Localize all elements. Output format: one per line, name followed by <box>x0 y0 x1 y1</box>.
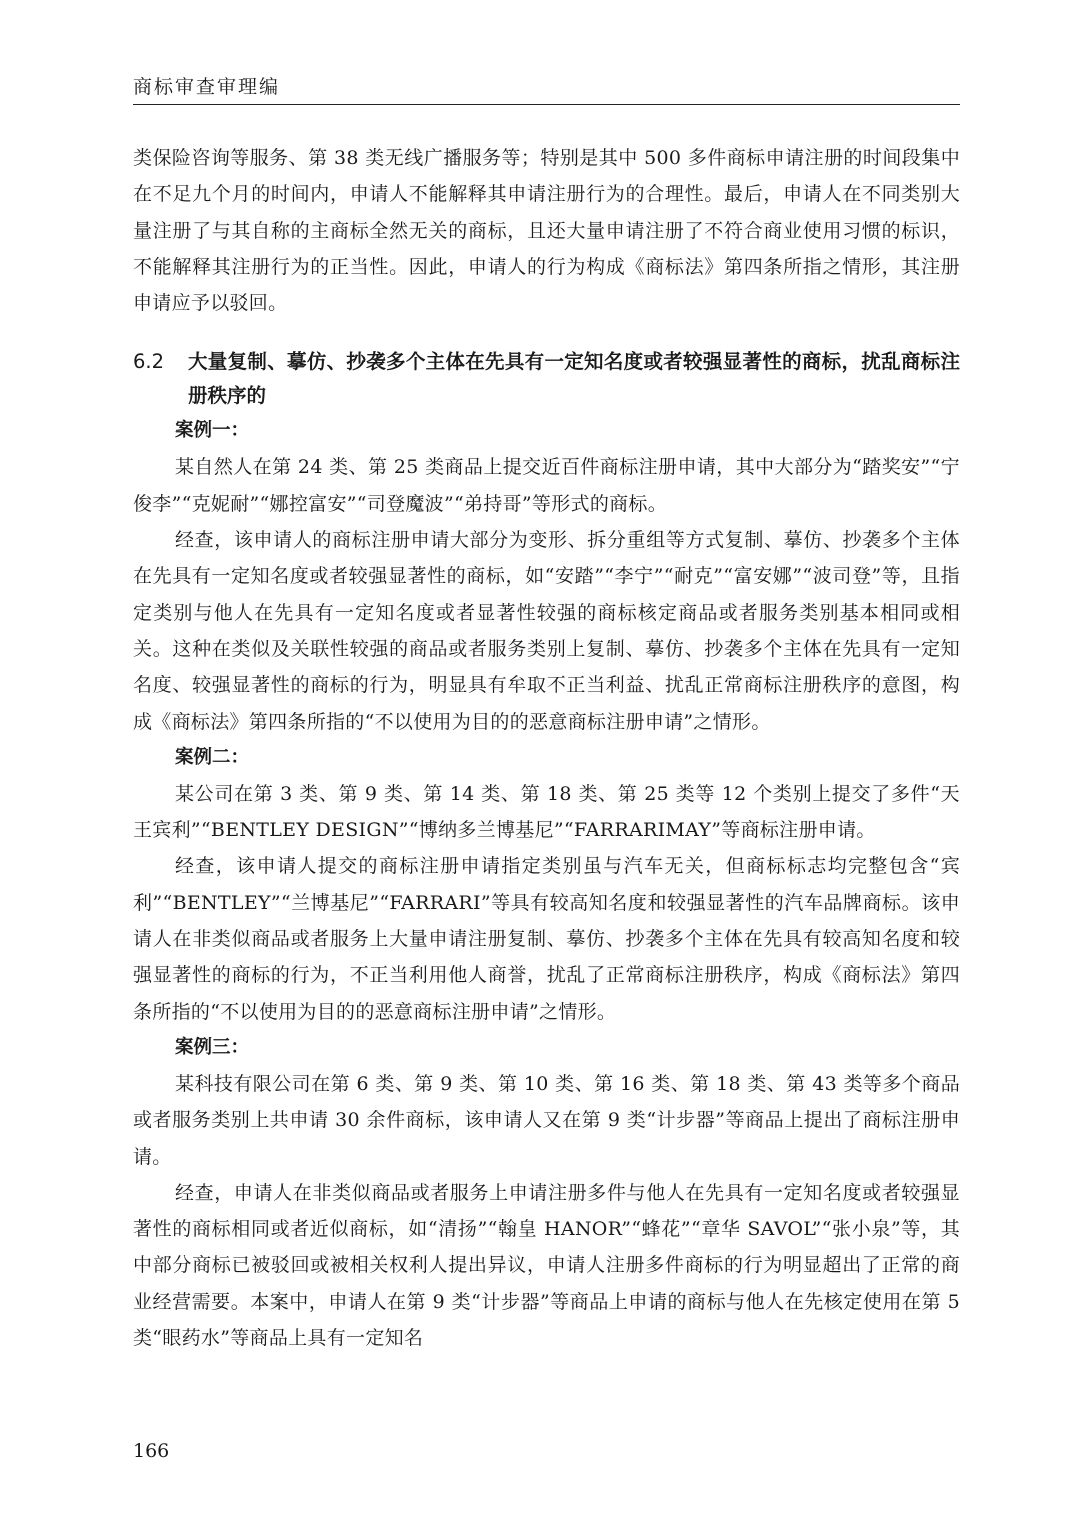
header-rule <box>133 104 960 105</box>
section-title: 大量复制、摹仿、抄袭多个主体在先具有一定知名度或者较强显著性的商标，扰乱商标注册秩序的 <box>188 350 960 408</box>
page-number: 166 <box>133 1440 170 1462</box>
case-3-analysis: 经查，申请人在非类似商品或者服务上申请注册多件与他人在先具有一定知名度或者较强显著性的商标相同或者近似商标，如“清扬”“翰皇 HANOR”“蜂花”“章华 SAVOL”“张小泉”等，其中部分商标已被驳回或被相关权利人提出异议，申请人注册多件商标的行为明显超出了正常的商业经营需要。本案中，申请人在第 9 类“计步器”等商品上申请的商标与他人在先核定使用在第 5 类“眼药水”等商品上具有一定知名 <box>133 1181 960 1350</box>
section-heading <box>133 345 960 413</box>
case-1-analysis: 经查，该申请人的商标注册申请大部分为变形、拆分重组等方式复制、摹仿、抄袭多个主体在先具有一定知名度或者较强显著性的商标，如“安踏”“李宁”“耐克”“富安娜”“波司登”等，且指定类别与他人在先具有一定知名度或者显著性较强的商标核定商品或者服务类别基本相同或相关。这种在类似及关联性较强的商品或者服务类别上复制、摹仿、抄袭多个主体在先具有一定知名度、较强显著性的商标的行为，明显具有牟取不正当利益、扰乱正常商标注册秩序的意图，构成《商标法》第四条所指的“不以使用为目的的恶意商标注册申请”之情形。 <box>133 529 960 733</box>
case-1-label: 案例一： <box>175 420 250 442</box>
case-2-facts: 某公司在第 3 类、第 9 类、第 14 类、第 18 类、第 25 类等 12 个类别上提交了多件“天王宾利”“BENTLEY DESIGN”“博纳多兰博基尼”“FARRARIMAY”等商标注册申请。 <box>133 782 960 842</box>
page-body <box>133 140 960 1356</box>
case-1-facts: 某自然人在第 24 类、第 25 类商品上提交近百件商标注册申请，其中大部分为“踏奖安”“宁俊李”“克妮耐”“娜控富安”“司登魔波”“弟持哥”等形式的商标。 <box>133 456 960 515</box>
case-2-label: 案例二： <box>175 746 250 768</box>
case-3-facts: 某科技有限公司在第 6 类、第 9 类、第 10 类、第 16 类、第 18 类、第 43 类等多个商品或者服务类别上共申请 30 余件商标，该申请人又在第 9 类“计步器”等商品上提出了商标注册申请。 <box>133 1072 960 1168</box>
paragraph-continued: 类保险咨询等服务、第 38 类无线广播服务等；特别是其中 500 多件商标申请注册的时间段集中在不足九个月的时间内，申请人不能解释其申请注册行为的合理性。最后，申请人在不同类别大量注册了与其自称的主商标全然无关的商标，且还大量申请注册了不符合商业使用习惯的标识，不能解释其注册行为的正当性。因此，申请人的行为构成《商标法》第四条所指之情形，其注册申请应予以驳回。 <box>133 147 960 315</box>
case-3-label: 案例三： <box>175 1036 250 1058</box>
running-header-title: 商标审查审理编 <box>133 76 281 98</box>
case-2-analysis: 经查，该申请人提交的商标注册申请指定类别虽与汽车无关，但商标标志均完整包含“宾利”“BENTLEY”“兰博基尼”“FARRARI”等具有较高知名度和较强显著性的汽车品牌商标。该申请人在非类似商品或者服务上大量申请注册复制、摹仿、抄袭多个主体在先具有较高知名度和较强显著性的商标的行为，不正当利用他人商誉，扰乱了正常商标注册秩序，构成《商标法》第四条所指的“不以使用为目的的恶意商标注册申请”之情形。 <box>133 855 960 1023</box>
section-number: 6.2 <box>133 350 165 374</box>
